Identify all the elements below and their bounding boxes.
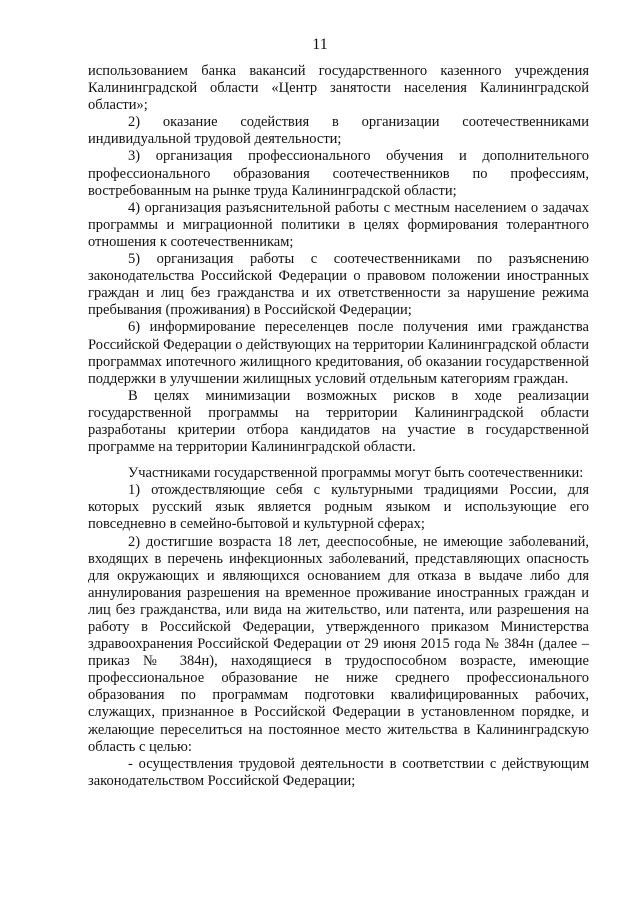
- criteria-item-2: 2) достигшие возраста 18 лет, дееспособные, не имеющие заболеваний, входящих в перечень инфекционных заболеваний, представляющих опасность для окружающих и являющихся основанием для отказа в выдаче либо для аннулирования разрешения на временное проживание иностранных граждан и лиц без гражданства, или вида на жительство, или патента, или разрешения на работу в Российской Федерации, утвержденного приказом Министерства здравоохранения Российской Федерации от 29 июня 2015 года № 384н (далее – приказ № 384н), находящиеся в трудоспособном возрасте, имеющие профессиональное образование не ниже среднего профессионального образования по программам подготовки квалифицированных рабочих, служащих, признанное в Российской Федерации в установленном порядке, и желающие переселиться на постоянное место жительства в Калининградскую область с целью:: [88, 533, 589, 755]
- paragraph-continuation: использованием банка вакансий государственного казенного учреждения Калининградской области «Центр занятости населения Калининградской области»;: [88, 63, 589, 114]
- list-item-4: 4) организация разъяснительной работы с местным населением о задачах программы и миграционной политики в целях формирования толерантного отношения к соотечественникам;: [88, 199, 589, 250]
- page-number: 11: [312, 36, 328, 53]
- list-item-5: 5) организация работы с соотечественниками по разъяснению законодательства Российской Федерации о правовом положении иностранных граждан и лиц без гражданства и их ответственности за нарушение режима пребывания (проживания) в Российской Федерации;: [88, 251, 589, 319]
- paragraph-risk-minimization: В целях минимизации возможных рисков в ходе реализации государственной программы на территории Калининградской области разработаны критерии отбора кандидатов на участие в государственной программе на территории Калининградской области.: [88, 387, 589, 456]
- paragraph-participants: Участниками государственной программы могут быть соотечественники:: [128, 465, 584, 482]
- criteria-item-1: 1) отождествляющие себя с культурными традициями России, для которых русский язык является родным языком и использующие его повседневно в семейно-бытовой и культурной сферах;: [88, 482, 589, 533]
- document-body: [88, 63, 589, 790]
- list-item-3: 3) организация профессионального обучения и дополнительного профессионального образования соотечественников по профессиям, востребованным на рынке труда Калининградской области;: [88, 148, 589, 199]
- list-item-6: 6) информирование переселенцев после получения ими гражданства Российской Федерации о действующих на территории Калининградской области программах ипотечного жилищного кредитования, об оказании государственной поддержки в улучшении жилищных условий отдельным категориям граждан.: [88, 319, 589, 387]
- purpose-item-1: - осуществления трудовой деятельности в соответствии с действующим законодательством Российской Федерации;: [88, 755, 589, 789]
- list-item-2: 2) оказание содействия в организации соотечественниками индивидуальной трудовой деятельности;: [88, 114, 589, 148]
